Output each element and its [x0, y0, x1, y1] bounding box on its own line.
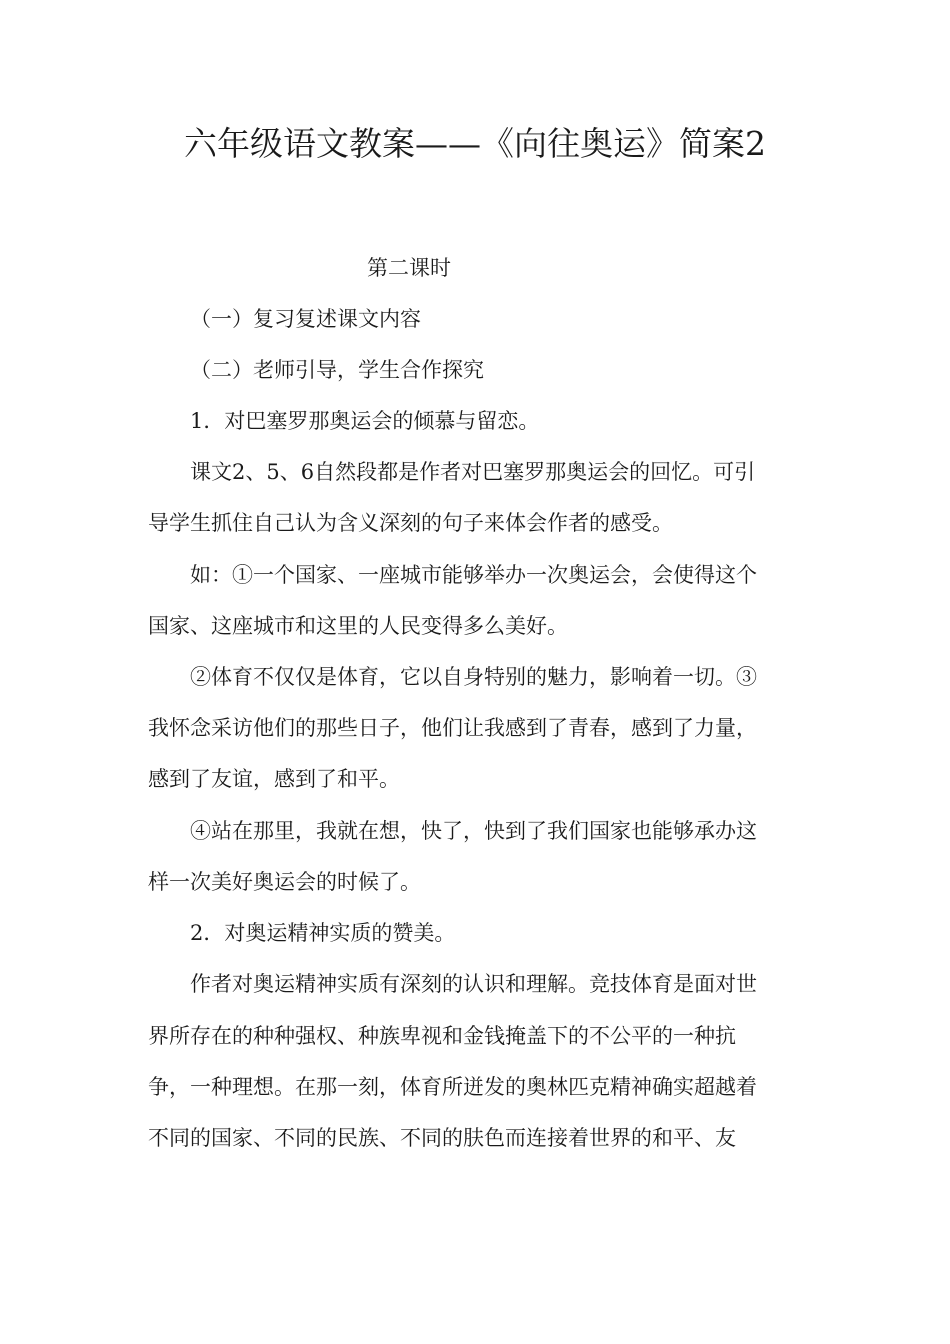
paragraph-line: （二）老师引导，学生合作探究	[190, 358, 484, 382]
lesson-heading: 第二课时	[367, 256, 451, 280]
paragraph-line: 争，一种理想。在那一刻，体育所迸发的奥林匹克精神确实超越着	[148, 1075, 757, 1099]
paragraph-line: 如：①一个国家、一座城市能够举办一次奥运会，会使得这个	[190, 563, 757, 587]
paragraph-line: 2．对奥运精神实质的赞美。	[190, 921, 456, 945]
paragraph-line: 界所存在的种种强权、种族卑视和金钱掩盖下的不公平的一种抗	[148, 1024, 736, 1048]
paragraph-line: 1．对巴塞罗那奥运会的倾慕与留恋。	[190, 409, 540, 433]
paragraph-line: （一）复习复述课文内容	[190, 307, 421, 331]
paragraph-line: 课文2、5、6自然段都是作者对巴塞罗那奥运会的回忆。可引	[190, 460, 756, 484]
paragraph-line: 不同的国家、不同的民族、不同的肤色而连接着世界的和平、友	[148, 1126, 736, 1150]
paragraph-line: ④站在那里，我就在想，快了，快到了我们国家也能够承办这	[190, 819, 757, 843]
paragraph-line: 作者对奥运精神实质有深刻的认识和理解。竞技体育是面对世	[190, 972, 757, 996]
paragraph-line: 国家、这座城市和这里的人民变得多么美好。	[148, 614, 568, 638]
paragraph-line: 感到了友谊，感到了和平。	[148, 767, 400, 791]
paragraph-line: 样一次美好奥运会的时候了。	[148, 870, 421, 894]
paragraph-line: ②体育不仅仅是体育，它以自身特别的魅力，影响着一切。③	[190, 665, 757, 689]
paragraph-line: 导学生抓住自己认为含义深刻的句子来体会作者的感受。	[148, 511, 673, 535]
document-title: 六年级语文教案——《向往奥运》简案2	[184, 124, 766, 163]
paragraph-line: 我怀念采访他们的那些日子，他们让我感到了青春，感到了力量，	[148, 716, 757, 740]
